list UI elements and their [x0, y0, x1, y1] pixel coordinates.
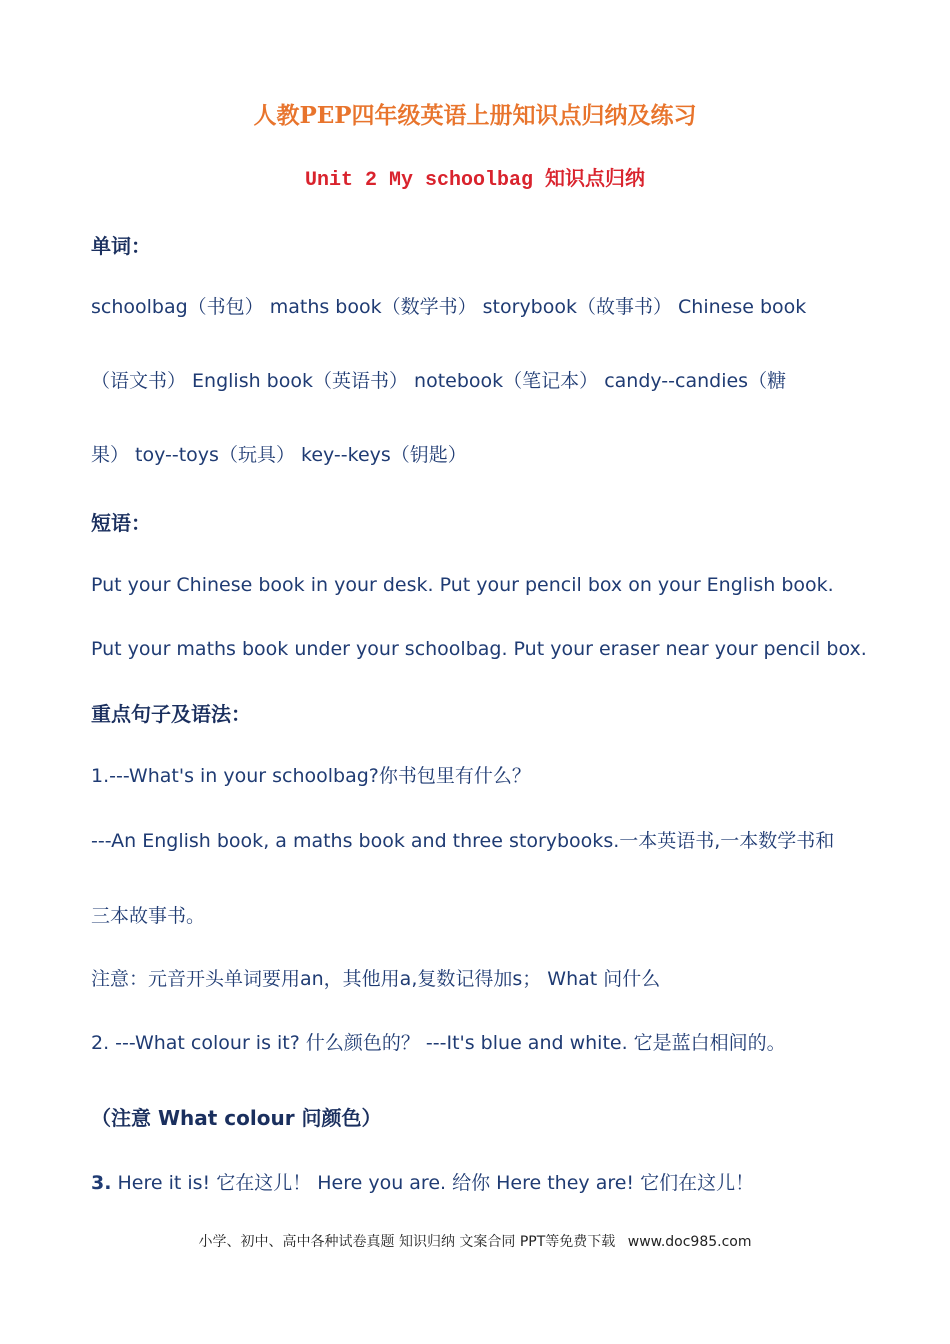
vocab-line-3: 果） toy--toys（玩具） key--keys（钥匙）	[91, 444, 467, 466]
item-number: 3.	[91, 1172, 112, 1194]
vocab-line-1: schoolbag（书包） maths book（数学书） storybook（故事书） Chinese book	[91, 296, 807, 318]
page-footer	[0, 1231, 950, 1251]
footer-text: 小学、初中、高中各种试卷真题 知识归纳 文案合同 PPT等免费下载	[198, 1234, 616, 1250]
grammar-line-5	[91, 1174, 754, 1193]
grammar-line-2: ---An English book, a maths book and three storybooks.一本英语书,一本数学书和	[91, 830, 835, 852]
unit-title: Unit 2 My schoolbag 知识点归纳	[304, 169, 646, 192]
phrase-line-2: Put your maths book under your schoolbag. Put your eraser near your pencil box.	[91, 638, 867, 660]
document-title: 人教PEP四年级英语上册知识点归纳及练习	[253, 102, 697, 129]
grammar-line-4: 2. ---What colour is it? 什么颜色的？ ---It's blue and white. 它是蓝白相间的。	[91, 1032, 786, 1054]
grammar-heading: 重点句子及语法：	[91, 702, 251, 726]
phrase-line-1: Put your Chinese book in your desk. Put your pencil box on your English book.	[91, 574, 834, 596]
grammar-line-5-text: Here it is! 它在这儿！ Here you are. 给你 Here they are! 它们在这儿！	[111, 1172, 755, 1194]
grammar-line-3: 三本故事书。	[91, 905, 206, 927]
footer-url[interactable]: www.doc985.com	[627, 1234, 752, 1250]
vocab-heading: 单词：	[91, 234, 151, 258]
vocab-line-2: （语文书） English book（英语书） notebook（笔记本） candy--candies（糖	[91, 370, 787, 392]
grammar-note-2: （注意 What colour 问颜色）	[91, 1106, 382, 1130]
grammar-note: 注意：元音开头单词要用an，其他用a,复数记得加s； What 问什么	[91, 968, 661, 990]
grammar-line-1: 1.---What's in your schoolbag?你书包里有什么？	[91, 765, 531, 787]
phrases-heading: 短语：	[91, 511, 151, 535]
